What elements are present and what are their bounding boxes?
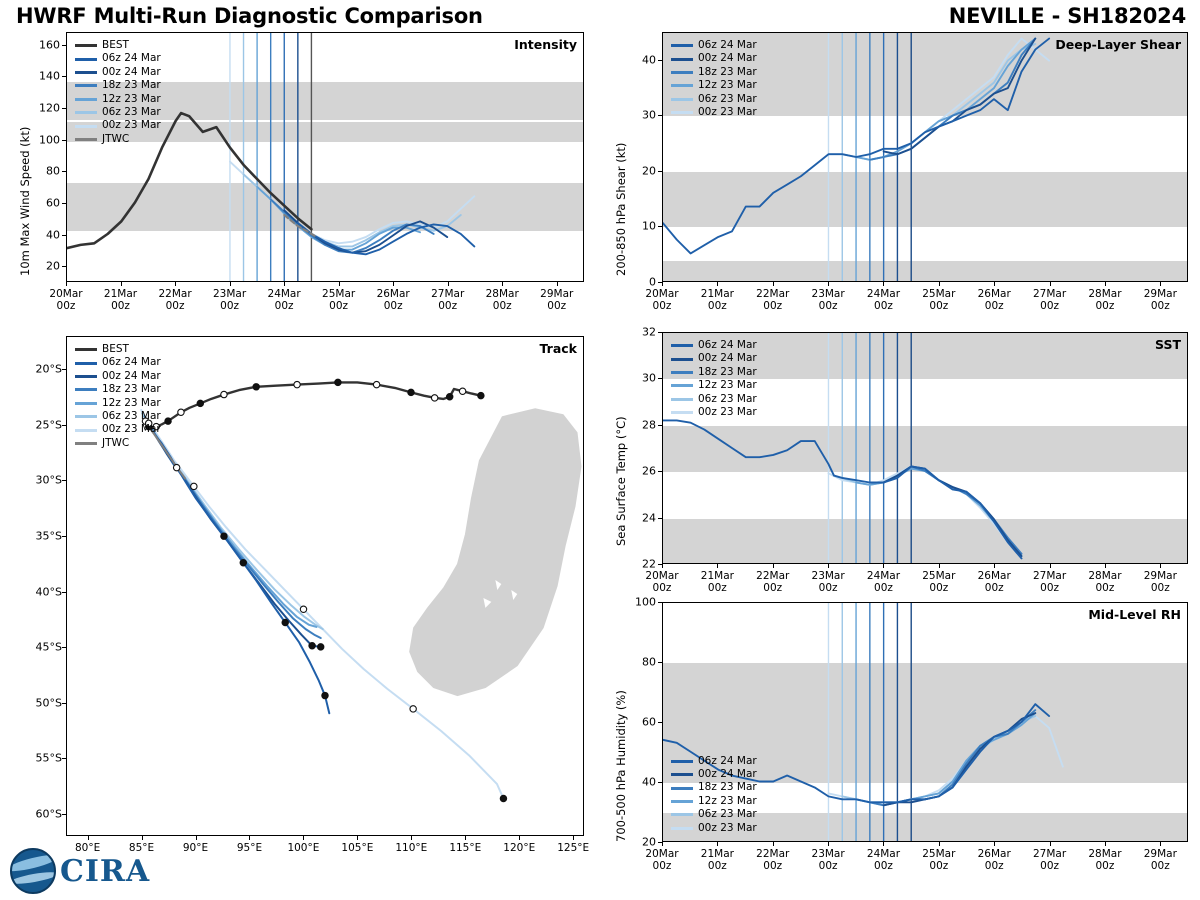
x-tickmark bbox=[773, 564, 774, 568]
legend-label: 06z 24 Mar bbox=[698, 39, 757, 51]
intensity-panel-label: Intensity bbox=[514, 37, 577, 52]
legend-swatch bbox=[671, 58, 693, 61]
shear-panel-label: Deep-Layer Shear bbox=[1055, 37, 1181, 52]
y-tick-label: 25°S bbox=[35, 418, 62, 432]
legend-item bbox=[671, 822, 757, 835]
legend-item bbox=[75, 397, 161, 410]
y-tick-label: 35°S bbox=[35, 529, 62, 543]
legend-swatch bbox=[671, 84, 693, 87]
y-tick-label: 160 bbox=[39, 38, 60, 52]
shear-panel bbox=[600, 26, 1200, 326]
legend-label: 18z 23 Mar bbox=[102, 383, 161, 396]
y-tickmark bbox=[62, 76, 66, 77]
legend-item bbox=[671, 79, 757, 92]
legend-item bbox=[75, 52, 161, 65]
rh-plot-area bbox=[662, 602, 1188, 842]
y-tickmark bbox=[62, 536, 66, 537]
sst-panel-label: SST bbox=[1155, 337, 1181, 352]
x-tick-label: 22Mar 00z bbox=[756, 288, 790, 312]
x-tickmark bbox=[773, 842, 774, 846]
x-tickmark bbox=[1105, 564, 1106, 568]
legend-item bbox=[671, 39, 757, 52]
y-tick-label: 45°S bbox=[35, 640, 62, 654]
y-tick-label: 20 bbox=[46, 259, 60, 273]
rh-panel-label: Mid-Level RH bbox=[1088, 607, 1181, 622]
y-tick-label: 32 bbox=[642, 325, 656, 339]
x-tick-label: 26Mar 00z bbox=[977, 848, 1011, 872]
x-tick-label: 25Mar 00z bbox=[322, 288, 356, 312]
y-tickmark bbox=[658, 332, 662, 333]
legend-swatch bbox=[75, 84, 97, 87]
x-tick-label: 24Mar 00z bbox=[866, 570, 901, 594]
legend-label: 00z 23 Mar bbox=[102, 423, 161, 436]
y-tickmark bbox=[658, 471, 662, 472]
legend-item bbox=[671, 93, 757, 106]
legend-label: BEST bbox=[102, 39, 129, 51]
legend-label: 00z 23 Mar bbox=[698, 105, 757, 118]
x-tickmark bbox=[1050, 564, 1051, 568]
legend-item bbox=[671, 795, 757, 808]
legend-label: 00z 24 Mar bbox=[102, 65, 161, 78]
legend-item bbox=[671, 366, 757, 379]
x-tick-label: 21Mar 00z bbox=[700, 288, 734, 312]
x-tickmark bbox=[284, 282, 285, 286]
x-tickmark bbox=[519, 836, 520, 840]
legend-swatch bbox=[671, 827, 693, 830]
legend-label: 06z 23 Mar bbox=[698, 808, 757, 821]
x-tick-label: 85°E bbox=[128, 842, 155, 854]
intensity-plot-area bbox=[66, 32, 584, 282]
shear-legend bbox=[671, 39, 757, 119]
y-tickmark bbox=[658, 378, 662, 379]
legend-item bbox=[75, 423, 161, 436]
x-tick-label: 21Mar 00z bbox=[103, 288, 138, 312]
y-tick-label: 60 bbox=[642, 715, 656, 729]
x-tickmark bbox=[175, 282, 176, 286]
x-tickmark bbox=[1160, 282, 1161, 286]
x-tickmark bbox=[230, 282, 231, 286]
intensity-y-axis-label: 10m Max Wind Speed (kt) bbox=[18, 126, 32, 276]
x-tickmark bbox=[1105, 842, 1106, 846]
legend-label: 06z 23 Mar bbox=[102, 409, 161, 422]
legend-swatch bbox=[671, 813, 693, 816]
x-tickmark bbox=[357, 836, 358, 840]
legend-swatch bbox=[75, 58, 97, 61]
x-tickmark bbox=[773, 282, 774, 286]
x-tickmark bbox=[717, 564, 718, 568]
legend-swatch bbox=[671, 760, 693, 763]
x-tickmark bbox=[249, 836, 250, 840]
y-tick-label: 10 bbox=[642, 219, 656, 233]
y-tickmark bbox=[658, 115, 662, 116]
x-tickmark bbox=[1105, 282, 1106, 286]
legend-item bbox=[75, 79, 161, 92]
legend-item bbox=[671, 768, 757, 781]
x-tickmark bbox=[994, 842, 995, 846]
y-tickmark bbox=[658, 662, 662, 663]
y-tick-label: 55°S bbox=[35, 751, 62, 765]
legend-item bbox=[671, 781, 757, 794]
x-tick-label: 28Mar 00z bbox=[485, 288, 519, 312]
legend-swatch bbox=[75, 442, 97, 445]
y-tick-label: 26 bbox=[642, 464, 656, 478]
y-tick-label: 0 bbox=[649, 275, 656, 289]
y-tickmark bbox=[62, 140, 66, 141]
legend-item bbox=[75, 356, 161, 369]
x-tickmark bbox=[662, 842, 663, 846]
legend-swatch bbox=[75, 375, 97, 378]
x-tick-label: 21Mar 00z bbox=[700, 570, 734, 594]
x-tick-label: 24Mar 00z bbox=[267, 288, 301, 312]
track-legend bbox=[75, 343, 161, 450]
x-tickmark bbox=[393, 282, 394, 286]
x-tick-label: 24Mar 00z bbox=[866, 288, 901, 312]
y-tickmark bbox=[62, 758, 66, 759]
legend-swatch bbox=[671, 773, 693, 776]
legend-item bbox=[75, 39, 161, 52]
legend-swatch bbox=[75, 111, 97, 114]
x-tickmark bbox=[557, 282, 558, 286]
y-tick-label: 30°S bbox=[35, 473, 62, 487]
legend-swatch bbox=[671, 398, 693, 401]
legend-swatch bbox=[671, 344, 693, 347]
rh-panel bbox=[600, 596, 1200, 896]
x-tickmark bbox=[339, 282, 340, 286]
y-tick-label: 100 bbox=[635, 595, 656, 609]
y-tick-label: 80 bbox=[46, 164, 60, 178]
legend-swatch bbox=[75, 348, 97, 351]
y-tickmark bbox=[62, 647, 66, 648]
track-panel bbox=[0, 326, 600, 856]
rh-legend bbox=[671, 755, 757, 835]
legend-item bbox=[671, 393, 757, 406]
x-tickmark bbox=[1160, 842, 1161, 846]
legend-swatch bbox=[75, 71, 97, 74]
sst-panel bbox=[600, 326, 1200, 596]
x-tick-label: 21Mar 00z bbox=[700, 848, 734, 872]
legend-label: 18z 23 Mar bbox=[698, 781, 757, 794]
x-tickmark bbox=[939, 282, 940, 286]
legend-swatch bbox=[671, 44, 693, 47]
legend-label: 00z 24 Mar bbox=[698, 52, 757, 65]
legend-label: 00z 23 Mar bbox=[102, 119, 161, 132]
legend-label: 00z 23 Mar bbox=[698, 405, 757, 418]
legend-item bbox=[671, 808, 757, 821]
x-tick-label: 22Mar 00z bbox=[158, 288, 192, 312]
x-tick-label: 120°E bbox=[503, 842, 536, 854]
x-tickmark bbox=[1050, 282, 1051, 286]
x-tickmark bbox=[662, 564, 663, 568]
x-tick-label: 25Mar 00z bbox=[922, 288, 956, 312]
x-tickmark bbox=[883, 842, 884, 846]
legend-label: 18z 23 Mar bbox=[698, 365, 757, 378]
x-tickmark bbox=[88, 836, 89, 840]
intensity-panel bbox=[0, 26, 600, 326]
y-tickmark bbox=[658, 171, 662, 172]
legend-label: 00z 24 Mar bbox=[102, 369, 161, 382]
legend-swatch bbox=[75, 125, 97, 128]
y-tick-label: 20 bbox=[642, 835, 656, 849]
y-tick-label: 60°S bbox=[35, 807, 62, 821]
y-tick-label: 22 bbox=[642, 557, 656, 571]
legend-swatch bbox=[75, 138, 97, 141]
x-tickmark bbox=[142, 836, 143, 840]
y-tick-label: 20°S bbox=[35, 362, 62, 376]
x-tick-label: 28Mar 00z bbox=[1088, 848, 1122, 872]
y-tickmark bbox=[658, 722, 662, 723]
y-tick-label: 40 bbox=[46, 228, 60, 242]
legend-label: 12z 23 Mar bbox=[698, 379, 757, 392]
x-tick-label: 28Mar 00z bbox=[1088, 288, 1122, 312]
y-tickmark bbox=[62, 45, 66, 46]
rh-y-axis-label: 700-500 hPa Humidity (%) bbox=[614, 690, 628, 842]
x-tickmark bbox=[662, 282, 663, 286]
sst-legend bbox=[671, 339, 757, 419]
y-tick-label: 60 bbox=[46, 196, 60, 210]
legend-swatch bbox=[75, 388, 97, 391]
x-tickmark bbox=[717, 842, 718, 846]
x-tick-label: 25Mar 00z bbox=[922, 848, 956, 872]
x-tickmark bbox=[448, 282, 449, 286]
x-tick-label: 27Mar 00z bbox=[431, 288, 465, 312]
y-tick-label: 30 bbox=[642, 371, 656, 385]
legend-label: JTWC bbox=[102, 132, 130, 145]
legend-swatch bbox=[75, 362, 97, 365]
legend-swatch bbox=[671, 800, 693, 803]
y-tickmark bbox=[62, 266, 66, 267]
x-tickmark bbox=[1160, 564, 1161, 568]
y-tickmark bbox=[658, 60, 662, 61]
legend-item bbox=[75, 66, 161, 79]
legend-item bbox=[75, 410, 161, 423]
legend-swatch bbox=[671, 411, 693, 414]
sst-plot-area bbox=[662, 332, 1188, 564]
x-tick-label: 110°E bbox=[395, 842, 428, 854]
cira-logo-text: CIRA bbox=[60, 853, 151, 889]
legend-label: BEST bbox=[102, 343, 129, 355]
x-tickmark bbox=[939, 564, 940, 568]
x-tickmark bbox=[411, 836, 412, 840]
legend-label: 06z 23 Mar bbox=[102, 105, 161, 118]
legend-label: 18z 23 Mar bbox=[698, 65, 757, 78]
x-tickmark bbox=[303, 836, 304, 840]
y-tick-label: 28 bbox=[642, 418, 656, 432]
y-tickmark bbox=[62, 814, 66, 815]
x-tick-label: 20Mar 00z bbox=[645, 570, 679, 594]
x-tick-label: 24Mar 00z bbox=[866, 848, 901, 872]
y-tick-label: 30 bbox=[642, 108, 656, 122]
legend-item bbox=[671, 339, 757, 352]
y-tick-label: 80 bbox=[642, 655, 656, 669]
legend-label: 00z 24 Mar bbox=[698, 768, 757, 781]
legend-item bbox=[671, 352, 757, 365]
legend-item bbox=[75, 383, 161, 396]
legend-item bbox=[671, 379, 757, 392]
legend-item bbox=[75, 370, 161, 383]
x-tickmark bbox=[994, 282, 995, 286]
x-tick-label: 26Mar 00z bbox=[977, 570, 1011, 594]
track-panel-label: Track bbox=[539, 341, 577, 356]
x-tickmark bbox=[502, 282, 503, 286]
y-tick-label: 40 bbox=[642, 775, 656, 789]
globe-icon bbox=[10, 848, 56, 894]
legend-label: 12z 23 Mar bbox=[102, 396, 161, 409]
y-tickmark bbox=[658, 226, 662, 227]
shear-plot-area bbox=[662, 32, 1188, 282]
y-tick-label: 20 bbox=[642, 164, 656, 178]
x-tick-label: 22Mar 00z bbox=[756, 848, 790, 872]
legend-item bbox=[75, 343, 161, 356]
y-tickmark bbox=[62, 235, 66, 236]
x-tick-label: 115°E bbox=[449, 842, 482, 854]
y-tickmark bbox=[658, 782, 662, 783]
y-tickmark bbox=[658, 518, 662, 519]
page-title-left: HWRF Multi-Run Diagnostic Comparison bbox=[16, 4, 483, 28]
y-tick-label: 50°S bbox=[35, 696, 62, 710]
x-tickmark bbox=[828, 564, 829, 568]
y-tickmark bbox=[62, 592, 66, 593]
legend-swatch bbox=[671, 384, 693, 387]
legend-swatch bbox=[671, 111, 693, 114]
x-tick-label: 125°E bbox=[557, 842, 590, 854]
x-tick-label: 29Mar 00z bbox=[1143, 288, 1177, 312]
x-tickmark bbox=[939, 842, 940, 846]
y-tickmark bbox=[62, 369, 66, 370]
x-tick-label: 23Mar 00z bbox=[811, 288, 845, 312]
legend-label: JTWC bbox=[102, 436, 130, 449]
x-tick-label: 23Mar 00z bbox=[811, 848, 845, 872]
legend-item bbox=[75, 437, 161, 450]
cira-logo bbox=[10, 848, 150, 894]
x-tickmark bbox=[573, 836, 574, 840]
y-tickmark bbox=[658, 602, 662, 603]
x-tickmark bbox=[828, 842, 829, 846]
y-tick-label: 140 bbox=[39, 69, 60, 83]
legend-swatch bbox=[671, 71, 693, 74]
x-tick-label: 23Mar 00z bbox=[811, 570, 845, 594]
legend-item bbox=[75, 119, 161, 132]
legend-label: 12z 23 Mar bbox=[698, 794, 757, 807]
track-plot-area bbox=[66, 336, 584, 836]
x-tick-label: 28Mar 00z bbox=[1088, 570, 1122, 594]
legend-swatch bbox=[75, 44, 97, 47]
legend-label: 06z 23 Mar bbox=[698, 92, 757, 105]
y-tick-label: 24 bbox=[642, 511, 656, 525]
x-tickmark bbox=[121, 282, 122, 286]
legend-label: 00z 23 Mar bbox=[698, 821, 757, 834]
legend-label: 06z 24 Mar bbox=[698, 339, 757, 351]
legend-label: 12z 23 Mar bbox=[698, 79, 757, 92]
y-tick-label: 40 bbox=[642, 53, 656, 67]
legend-label: 06z 24 Mar bbox=[698, 754, 757, 767]
y-tickmark bbox=[62, 480, 66, 481]
legend-label: 18z 23 Mar bbox=[102, 79, 161, 92]
y-tickmark bbox=[658, 425, 662, 426]
page-title-right: NEVILLE - SH182024 bbox=[948, 4, 1186, 28]
legend-label: 06z 24 Mar bbox=[102, 356, 161, 369]
y-tick-label: 100 bbox=[39, 133, 60, 147]
x-tickmark bbox=[717, 282, 718, 286]
legend-swatch bbox=[671, 98, 693, 101]
legend-item bbox=[75, 106, 161, 119]
x-tick-label: 23Mar 00z bbox=[212, 288, 247, 312]
x-tick-label: 80°E bbox=[74, 842, 101, 854]
legend-item bbox=[671, 755, 757, 768]
legend-item bbox=[671, 66, 757, 79]
legend-swatch bbox=[75, 429, 97, 432]
x-tickmark bbox=[465, 836, 466, 840]
legend-swatch bbox=[671, 371, 693, 374]
legend-item bbox=[671, 106, 757, 119]
y-tickmark bbox=[62, 171, 66, 172]
legend-swatch bbox=[671, 787, 693, 790]
x-tick-label: 100°E bbox=[287, 842, 320, 854]
x-tickmark bbox=[883, 564, 884, 568]
legend-item bbox=[75, 93, 161, 106]
y-tick-label: 40°S bbox=[35, 585, 62, 599]
legend-label: 12z 23 Mar bbox=[102, 92, 161, 105]
x-tick-label: 29Mar 00z bbox=[540, 288, 574, 312]
y-tickmark bbox=[62, 703, 66, 704]
legend-item bbox=[671, 52, 757, 65]
x-tick-label: 95°E bbox=[236, 842, 263, 854]
legend-swatch bbox=[75, 98, 97, 101]
x-tickmark bbox=[828, 282, 829, 286]
x-tick-label: 27Mar 00z bbox=[1032, 288, 1067, 312]
y-tickmark bbox=[62, 203, 66, 204]
shear-y-axis-label: 200-850 hPa Shear (kt) bbox=[614, 142, 628, 276]
legend-swatch bbox=[75, 415, 97, 418]
x-tick-label: 90°E bbox=[182, 842, 209, 854]
x-tickmark bbox=[1050, 842, 1051, 846]
y-tickmark bbox=[62, 425, 66, 426]
x-tickmark bbox=[994, 564, 995, 568]
x-tickmark bbox=[66, 282, 67, 286]
y-tick-label: 120 bbox=[39, 101, 60, 115]
x-tick-label: 26Mar 00z bbox=[977, 288, 1011, 312]
legend-label: 00z 24 Mar bbox=[698, 352, 757, 365]
legend-item bbox=[75, 133, 161, 146]
x-tickmark bbox=[883, 282, 884, 286]
legend-swatch bbox=[75, 402, 97, 405]
x-tick-label: 25Mar 00z bbox=[922, 570, 956, 594]
legend-swatch bbox=[671, 358, 693, 361]
x-tick-label: 27Mar 00z bbox=[1032, 570, 1067, 594]
x-tickmark bbox=[196, 836, 197, 840]
x-tick-label: 20Mar 00z bbox=[645, 848, 679, 872]
x-tick-label: 20Mar 00z bbox=[49, 288, 83, 312]
y-tickmark bbox=[62, 108, 66, 109]
x-tick-label: 29Mar 00z bbox=[1143, 848, 1177, 872]
legend-label: 06z 23 Mar bbox=[698, 392, 757, 405]
x-tick-label: 29Mar 00z bbox=[1143, 570, 1177, 594]
x-tick-label: 27Mar 00z bbox=[1032, 848, 1067, 872]
sst-y-axis-label: Sea Surface Temp (°C) bbox=[614, 416, 628, 546]
legend-item bbox=[671, 406, 757, 419]
x-tick-label: 105°E bbox=[341, 842, 374, 854]
x-tick-label: 26Mar 00z bbox=[376, 288, 410, 312]
x-tick-label: 20Mar 00z bbox=[645, 288, 679, 312]
x-tick-label: 22Mar 00z bbox=[756, 570, 790, 594]
legend-label: 06z 24 Mar bbox=[102, 52, 161, 65]
intensity-legend bbox=[75, 39, 161, 146]
